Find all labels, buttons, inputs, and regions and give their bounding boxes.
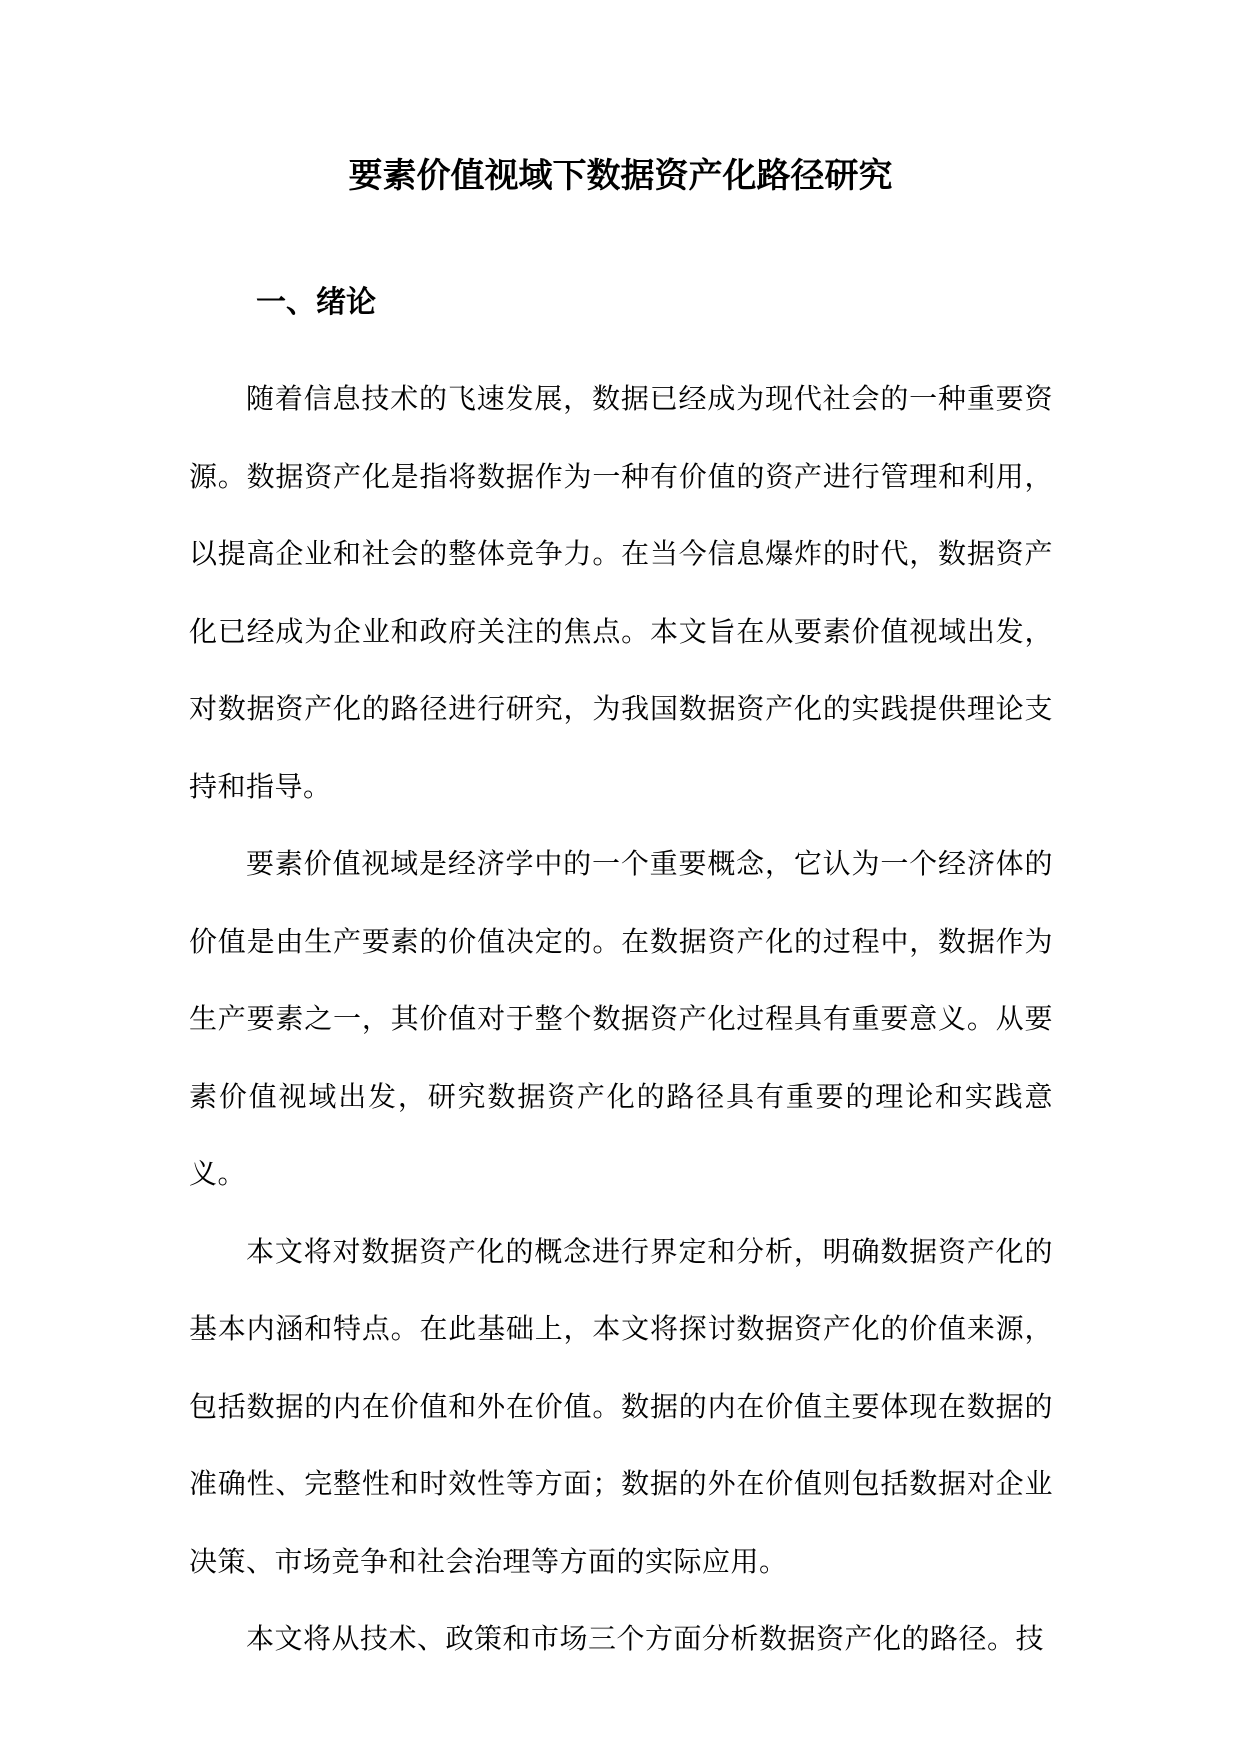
paragraph: 本文将从技术、政策和市场三个方面分析数据资产化的路径。技 — [246, 1622, 1045, 1655]
document-title: 要素价值视域下数据资产化路径研究 — [348, 156, 893, 196]
paragraph: 随着信息技术的飞速发展，数据已经成为现代社会的一种重要资源。数据资产化是指将数据作为一种有价值的资产进行管理和利用，以提高企业和社会的整体竞争力。在当今信息爆炸的时代，数据资产化已经成为企业和政府关注的焦点。本文旨在从要素价值视域出发，对数据资产化的路径进行研究，为我国数据资产化的实践提供理论支持和指导。 — [189, 382, 1053, 803]
paragraph: 本文将对数据资产化的概念进行界定和分析，明确数据资产化的基本内涵和特点。在此基础上，本文将探讨数据资产化的价值来源，包括数据的内在价值和外在价值。数据的内在价值主要体现在数据的准确性、完整性和时效性等方面；数据的外在价值则包括数据对企业决策、市场竞争和社会治理等方面的实际应用。 — [189, 1234, 1053, 1578]
section-heading: 一、绪论 — [256, 285, 376, 320]
body-text — [189, 360, 1053, 1678]
paragraph: 要素价值视域是经济学中的一个重要概念，它认为一个经济体的价值是由生产要素的价值决定的。在数据资产化的过程中，数据作为生产要素之一，其价值对于整个数据资产化过程具有重要意义。从要素价值视域出发，研究数据资产化的路径具有重要的理论和实践意义。 — [189, 847, 1053, 1190]
